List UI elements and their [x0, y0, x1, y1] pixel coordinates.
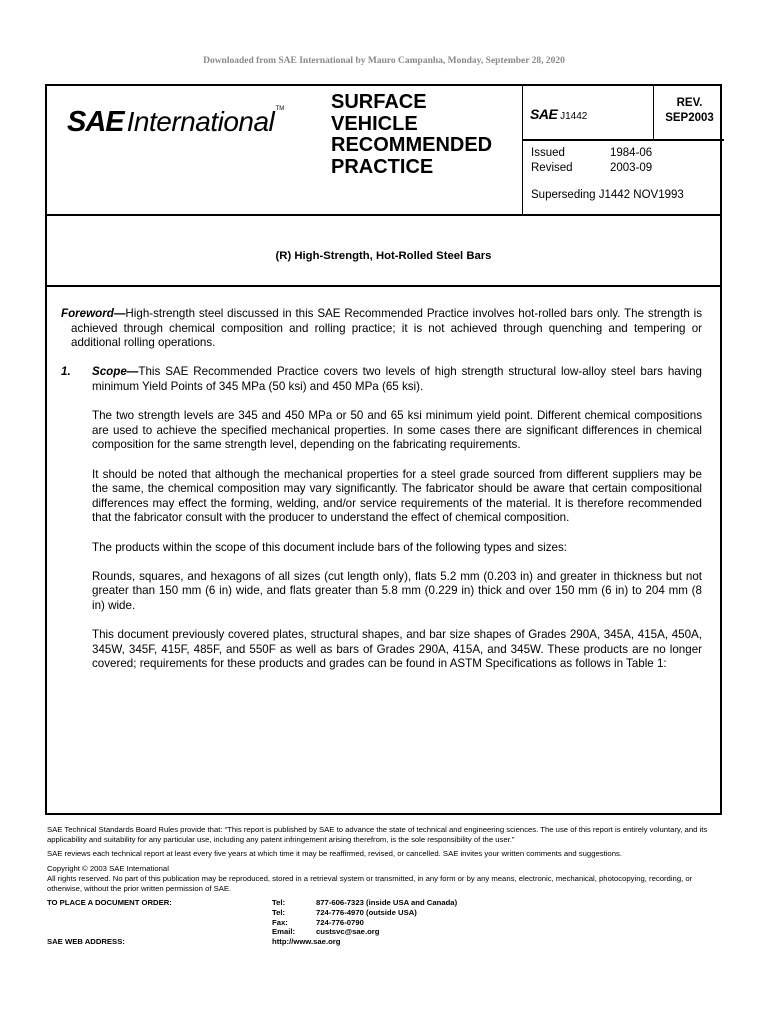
doc-type-line: RECOMMENDED: [331, 134, 493, 156]
body-paragraph: It should be noted that although the mechanical properties for a steel grade sourced from different suppliers may be the same, the chemical composition may vary significantly. The fabricator should be aware that certain compositional differences may effect the forming, welding, and/or service requirements of the material. It is therefore recommended that the fabricator consult with the producer to understand the effect of chemical composition.: [92, 467, 702, 525]
sae-international-logo: [67, 106, 285, 140]
body-paragraph: The products within the scope of this document include bars of the following types and sizes:: [92, 540, 567, 554]
download-note: Downloaded from SAE International by Mauro Campanha, Monday, September 28, 2020: [203, 56, 565, 66]
contact-value: custsvc@sae.org: [316, 927, 380, 937]
document-number: [530, 106, 587, 122]
contact-tel-us: [272, 898, 457, 908]
logo-brand: SAE: [67, 106, 124, 138]
document-frame: [45, 84, 722, 815]
doc-number-brand: SAE: [530, 106, 558, 122]
section-lead: Scope—: [92, 365, 139, 379]
logo-text: International: [126, 106, 275, 137]
footer-review: SAE reviews each technical report at least every five years at which time it may be reaffirmed, revised, or cancelled. SAE invites your written comments and suggestions.: [47, 849, 622, 858]
doc-type-line: PRACTICE: [331, 155, 434, 178]
contact-value: 724-776-4970 (outside USA): [316, 907, 417, 917]
footer-rules: SAE Technical Standards Board Rules provide that: “This report is published by SAE to advance the state of technical and engineering sciences. The use of this report is entirely voluntary, and its applicability and suitability for any particular use, including any patent infringement arising therefrom, is the sole responsibility of the user.”: [47, 825, 708, 844]
issued-label: Issued: [531, 147, 565, 159]
body-paragraph: The two strength levels are 345 and 450 MPa or 50 and 65 ksi minimum yield point. Different chemical compositions are used to achieve the specified mechanical properties. In some cases there are significant differences in chemical composition for the same strength level, depending on the fabricating requirements.: [92, 409, 702, 452]
contact-value: 877-606-7323 (inside USA and Canada): [316, 898, 458, 907]
header-bottom-rule: [47, 214, 720, 216]
foreword-text: High-strength steel discussed in this SAE Recommended Practice involves hot-rolled bars only. The strength is achieved through chemical composition and rolling practice; it is not achieved through quenching and tempering or additional rolling operations.: [71, 307, 702, 350]
footer-copyright-block: [47, 864, 728, 894]
web-address-link[interactable]: http://www.sae.org: [272, 937, 341, 946]
section-number: 1.: [61, 365, 71, 379]
superseding-note: Superseding J1442 NOV1993: [531, 189, 684, 201]
revised-value: 2003-09: [610, 162, 653, 174]
document-type: [331, 92, 492, 178]
issued-value: 1984-06: [610, 147, 653, 159]
body-paragraph: This document previously covered plates, structural shapes, and bar size shapes of Grades 290A, 345A, 415A, 450A, 345W, 345F, 415F, 485F, and 550F as well as bars of Grades 290A, 415A, and 345W. These products are no longer covered; requirements for these products and grades can be found in ASTM Specifications as follows in Table 1:: [92, 628, 702, 671]
body-paragraph: Rounds, squares, and hexagons of all sizes (cut length only), flats 5.2 mm (0.203 in) and greater in thickness but not greater than 150 mm (6 in) wide, and flats greater than 5.8 mm (0.229 in) thick and over 150 mm (6 in) to 204 mm (8 in) wide.: [92, 569, 702, 612]
rights-statement: All rights reserved. No part of this publication may be reproduced, stored in a retrieval system or transmitted, in any form or by any means, electronic, mechanical, photocopying, recording, or otherwise, without the prior written permission of SAE.: [47, 874, 693, 893]
header-divider-mid: [522, 139, 724, 141]
foreword-paragraph: [61, 307, 702, 351]
rev-value: SEP2003: [665, 112, 714, 124]
doc-type-line: SURFACE: [331, 91, 427, 113]
header-divider-left: [522, 86, 523, 215]
header-divider-right: [653, 86, 654, 139]
contact-email: [272, 927, 379, 937]
logo-trademark: TM: [275, 106, 285, 112]
revised-label: Revised: [531, 162, 573, 174]
title-bottom-rule: [47, 285, 720, 287]
copyright: Copyright © 2003 SAE International: [47, 864, 169, 873]
foreword-lead: Foreword—: [61, 307, 126, 320]
contact-fax: [272, 918, 364, 928]
document-body: [61, 307, 702, 686]
contact-tel-intl: [272, 908, 417, 918]
contact-value: 724-776-0790: [316, 917, 364, 927]
contact-label: Tel:: [272, 898, 286, 907]
rev-label: REV.: [676, 97, 703, 109]
section-text: This SAE Recommended Practice covers two levels of high strength structural low-alloy steel bars having minimum Yield Points of 345 MPa (50 ksi) and 450 MPa (65 ksi).: [92, 365, 702, 393]
contact-label: Tel:: [272, 907, 286, 917]
doc-number-value: J1442: [560, 111, 588, 122]
revision-box: [657, 96, 722, 126]
order-label: TO PLACE A DOCUMENT ORDER:: [47, 898, 172, 907]
doc-type-line: VEHICLE: [331, 112, 418, 135]
section-1-scope: [61, 365, 702, 394]
document-title: (R) High-Strength, Hot-Rolled Steel Bars: [275, 250, 492, 262]
issue-dates: [531, 146, 652, 176]
web-label: SAE WEB ADDRESS:: [47, 937, 125, 946]
contact-label: Fax:: [272, 917, 288, 927]
contact-label: Email:: [272, 927, 296, 937]
